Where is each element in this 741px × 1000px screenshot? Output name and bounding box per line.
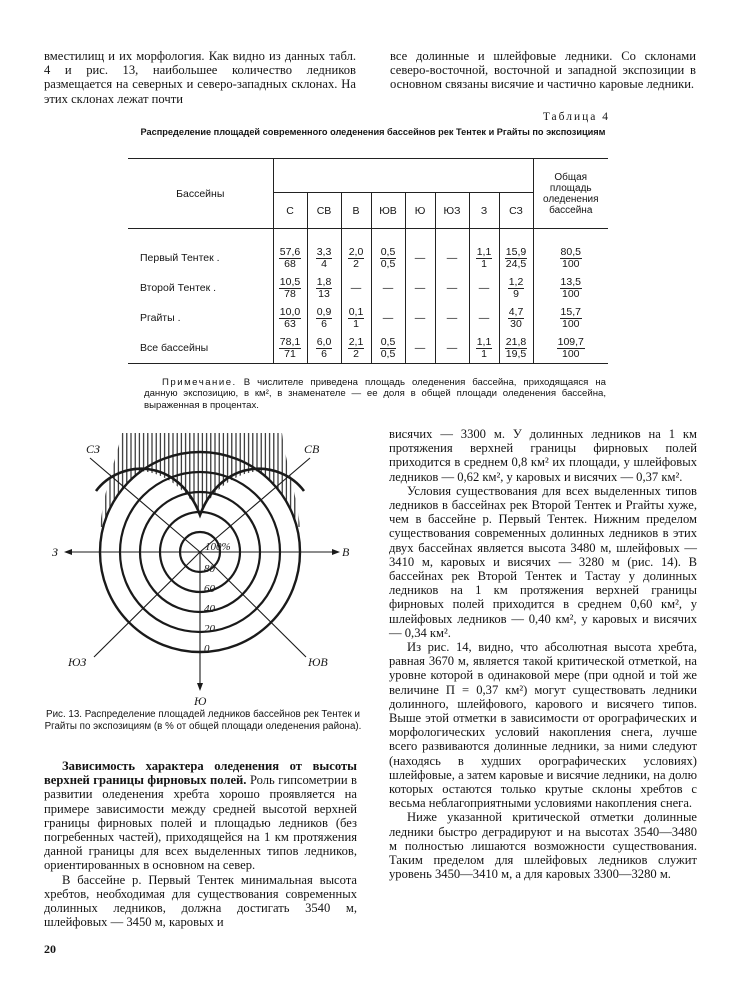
table-cell: — — [341, 273, 371, 303]
table-cell: $\frac{15,7}{100}$ — [533, 303, 608, 333]
table-cell: — — [371, 303, 405, 333]
ring-label-20: 20 — [204, 623, 215, 635]
header-exposure: В — [341, 193, 371, 229]
top-right-paragraph: все долинные и шлейфовые ледники. Со склонами северо-восточной, восточной и западной экспозиции в основном связаны висячие и частично каровые ледники. — [390, 49, 696, 92]
top-left-paragraph: вместилищ и их морфология. Как видно из данных табл. 4 и рис. 13, наибольшее количество ледников размещается на северных и северо-западных склонах. На этих склонах лежат почти — [44, 49, 356, 106]
table-cell: $\frac{1,8}{13}$ — [307, 273, 341, 303]
basin-name: Первый Тентек . — [140, 252, 220, 264]
table-cell: $\frac{1,1}{1}$ — [469, 333, 499, 364]
table-cell: $\frac{2,1}{2}$ — [341, 333, 371, 364]
header-exposure: СЗ — [499, 193, 533, 229]
basin-name: Второй Тентек . — [140, 282, 217, 294]
header-exposure: ЮЗ — [435, 193, 469, 229]
table-cell: $\frac{80,5}{100}$ — [533, 229, 608, 274]
label-s: Ю — [194, 694, 207, 708]
table-cell: $\frac{57,6}{68}$ — [273, 229, 307, 274]
table-row — [128, 303, 608, 333]
table-cell: $\frac{1,1}{1}$ — [469, 229, 499, 274]
table-title: Распределение площадей современного оледенения бассейнов рек Тентек и Ргайты по экспозициям — [140, 127, 606, 137]
table-cell: — — [405, 303, 435, 333]
label-ne: СВ — [304, 442, 320, 456]
table-cell: $\frac{6,0}{6}$ — [307, 333, 341, 364]
table-cell: — — [371, 273, 405, 303]
header-total: Общая площадь оледенения бассейна — [533, 159, 608, 229]
header-exposure: З — [469, 193, 499, 229]
lower-left-column: Зависимость характера оледенения от высоты верхней границы фирновых полей. Роль гипсометрии в развитии оледенения хребта хорошо проявляется на примере зависимости между средней высотой верхней границы фирновых полей и площадью ледников (без погребенных частей), приходящейся на 1 км протяжения данной границы для всех выделенных типов ледников, ориентированных в основном на север. В бассейне р. Первый Тентек минимальная высота хребтов, необходимая для существования современных долинных ледников, должна достигать 3540 м, шлейфовых — 3450 м, каровых и — [44, 759, 358, 930]
header-exposure: С — [273, 193, 307, 229]
label-nw: СЗ — [86, 442, 100, 456]
table-cell: $\frac{3,3}{4}$ — [307, 229, 341, 274]
table-cell: — — [469, 303, 499, 333]
table-note: Примечание. В числителе приведена площадь оледенения бассейна, приходящаяся на данную экспозицию, в км², в знаменателе — ее доля в общей площади оледенения бассейна, выраженная в процентах. — [144, 377, 606, 411]
table-cell: — — [435, 273, 469, 303]
table-cell: $\frac{10,0}{63}$ — [273, 303, 307, 333]
label-w: З — [52, 545, 58, 559]
label-e: В — [342, 545, 350, 559]
figure-caption: Рис. 13. Распределение площадей ледников бассейнов рек Тентек и Ргайты по экспозициям (в % от общей площади оледенения района). — [44, 709, 362, 732]
table-cell: $\frac{15,9}{24,5}$ — [499, 229, 533, 274]
ring-label-40: 40 — [204, 603, 215, 615]
table-cell: — — [405, 273, 435, 303]
table-cell: $\frac{4,7}{30}$ — [499, 303, 533, 333]
table-cell: — — [435, 333, 469, 364]
page-number: 20 — [44, 942, 56, 956]
arrow-w — [64, 549, 72, 555]
table-row — [128, 333, 608, 364]
table-number: Таблица 4 — [542, 111, 610, 123]
exposure-table — [128, 158, 608, 364]
table-cell: $\frac{0,1}{1}$ — [341, 303, 371, 333]
table-cell: — — [435, 303, 469, 333]
table-cell: — — [435, 229, 469, 274]
table-cell: $\frac{109,7}{100}$ — [533, 333, 608, 364]
label-se: ЮВ — [308, 655, 328, 669]
table-row — [128, 273, 608, 303]
ring-label-0: 0 — [204, 643, 210, 655]
basin-name: Ргайты . — [140, 312, 181, 324]
table-cell: $\frac{78,1}{71}$ — [273, 333, 307, 364]
table-cell: $\frac{10,5}{78}$ — [273, 273, 307, 303]
table-cell: $\frac{1,2}{9}$ — [499, 273, 533, 303]
arrow-e — [332, 549, 340, 555]
table-row — [128, 229, 608, 274]
table-cell: $\frac{0,5}{0,5}$ — [371, 229, 405, 274]
ring-label-60: 60 — [204, 583, 215, 595]
header-exposure: ЮВ — [371, 193, 405, 229]
basin-name: Все бассейны — [128, 333, 273, 364]
table-cell: $\frac{0,9}{6}$ — [307, 303, 341, 333]
table-cell: $\frac{2,0}{2}$ — [341, 229, 371, 274]
lower-right-column: висячих — 3300 м. У долинных ледников на 1 км протяжения верхней границы фирновых полей приходится в среднем 0,8 км² их площади, у шлейфовых ледников — 0,62 км², у каровых и висячих — 0,37 км². Условия существования для всех выделенных типов ледников в бассейнах рек Второй Тентек и Ргайты хуже, чем в бассейне р. Первый Тентек. Нижним пределом существования современных долинных ледников в этих двух бассейнах является высота 3480 м, шлейфовых — 3410 м, каровых и висячих — 3280 м (рис. 14). В бассейнах рек Второй Тентек и Тастау у долинных ледников на 1 км протяжения верхней границы фирновых полей приходится в среднем 0,60 км², у шлейфовых ледников — 0,40 км², у каровых и висячих — 0,34 км². Из рис. 14, видно, что абсолютная высота хребта, равная 3670 м, является такой критической отметкой, на уровне которой в одинаковой мере (при одной и той же величине П = 0,37 км²) могут существовать ледники долинного, шлейфового, карового и висячего типов. Выше этой отметки в зависимости от орографических и морфологических условий накопления снега, лучше всего развиваются долинные ледники, за ними следуют (находясь в худших орографических условиях) шлейфовые, а затем каровые и висячие ледники, на долю которых остаются только крутые склоны хребтов с весьма неблагоприятными условиями накопления снега. Ниже указанной критической отметки долинные ледники быстро деградируют и на высотах 3540—3480 м полностью лишаются возможности существования. Таким пределом для шлейфовых ледников служит уровень 3450—3410 м, а для каровых 3300—3280 м. — [389, 427, 697, 882]
label-sw: ЮЗ — [68, 655, 87, 669]
table-cell: — — [469, 273, 499, 303]
section-heading: Зависимость характера оледенения от высоты верхней границы фирновых полей. — [44, 759, 357, 788]
arrow-s — [197, 683, 203, 691]
header-exposure-group — [273, 159, 533, 193]
table-cell: — — [405, 333, 435, 364]
header-exposure: Ю — [405, 193, 435, 229]
table-cell: — — [405, 229, 435, 274]
ring-label-100: 100% — [205, 541, 231, 553]
table-cell: $\frac{13,5}{100}$ — [533, 273, 608, 303]
table-cell: $\frac{21,8}{19,5}$ — [499, 333, 533, 364]
table-cell: $\frac{0,5}{0,5}$ — [371, 333, 405, 364]
header-basins: Бассейны — [128, 159, 273, 229]
ring-label-80: 80 — [204, 563, 215, 575]
exposure-radial-diagram — [50, 425, 362, 710]
header-exposure: СВ — [307, 193, 341, 229]
